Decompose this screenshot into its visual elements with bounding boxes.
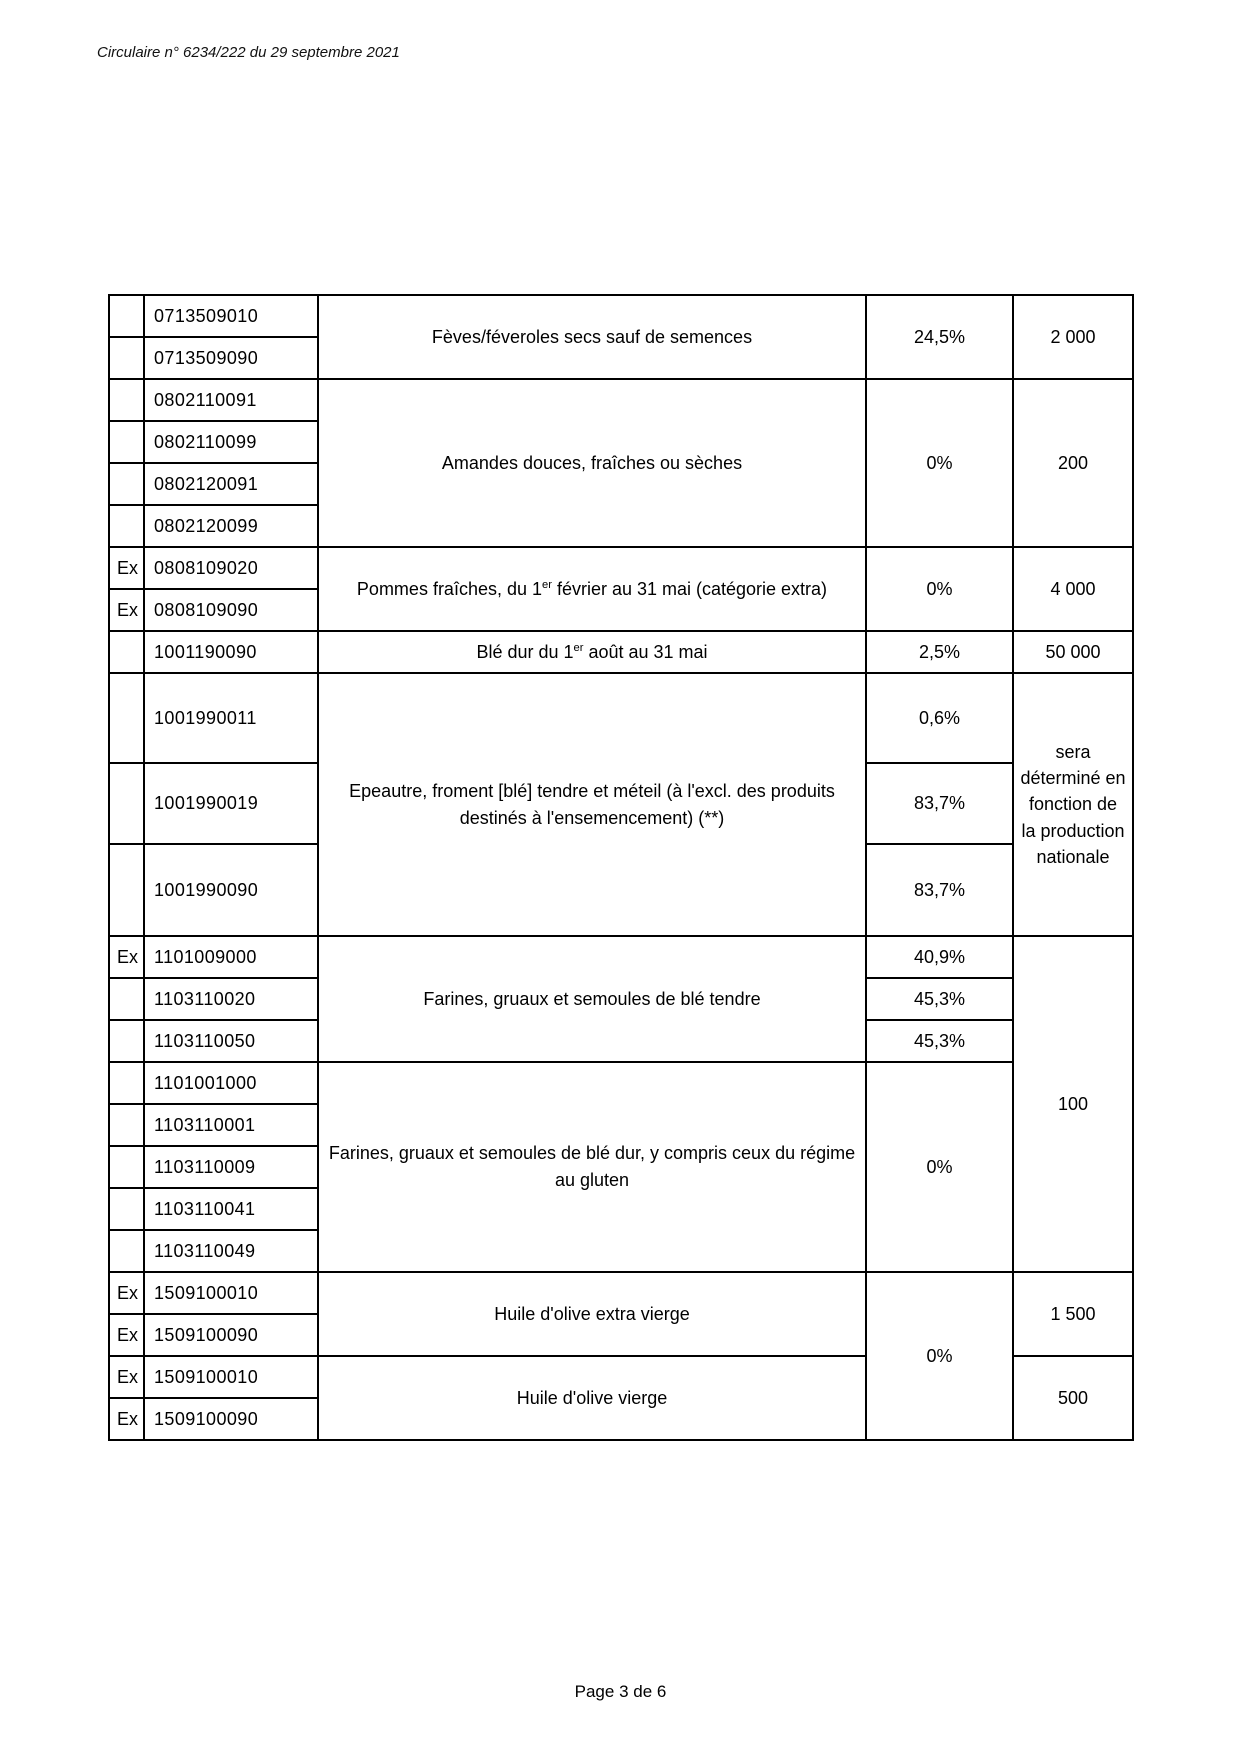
superscript-text: er xyxy=(573,641,584,654)
superscript-text: er xyxy=(542,578,552,591)
duty-rate-cell: 0,6% xyxy=(866,673,1013,763)
duty-rate-cell: 45,3% xyxy=(866,1020,1013,1062)
description-text: Epeautre, froment [blé] tendre et méteil (à l'excl. des produits destinés à l'ensemencement) (**) xyxy=(349,780,835,828)
document-title: Circulaire n° 6234/222 du 29 septembre 2021 xyxy=(97,44,400,61)
ex-marker-cell xyxy=(109,844,144,936)
description-text: Huile d'olive extra vierge xyxy=(494,1303,690,1324)
ex-marker-cell xyxy=(109,463,144,505)
ex-marker-cell xyxy=(109,763,144,844)
description-text: Fèves/féveroles secs sauf de semences xyxy=(431,326,753,347)
table-row xyxy=(109,547,1133,589)
description-text: Huile d'olive vierge xyxy=(516,1387,668,1408)
ex-marker-cell: Ex xyxy=(109,1272,144,1314)
ex-marker-cell xyxy=(109,421,144,463)
tariff-code-cell: 1101001000 xyxy=(144,1062,318,1104)
quota-quantity-cell: 4 000 xyxy=(1013,547,1133,631)
page-number: Page 3 de 6 xyxy=(574,1682,667,1701)
tariff-code-cell: 1509100090 xyxy=(144,1314,318,1356)
duty-rate-cell: 0% xyxy=(866,379,1013,547)
table-row xyxy=(109,673,1133,763)
table-row xyxy=(109,631,1133,673)
duty-rate-cell: 83,7% xyxy=(866,763,1013,844)
quota-quantity-cell: sera déterminé en fonction de la production nationale xyxy=(1013,673,1133,936)
description-text: Amandes douces, fraîches ou sèches xyxy=(441,452,743,473)
table-row xyxy=(109,1062,1133,1104)
ex-marker-cell xyxy=(109,1146,144,1188)
description-text: août au 31 mai xyxy=(583,641,708,662)
description-text: Blé dur du 1 xyxy=(476,641,574,662)
description-cell xyxy=(318,379,866,547)
description-text: Farines, gruaux et semoules de blé dur, y compris ceux du régime au gluten xyxy=(328,1143,856,1190)
duty-rate-cell: 0% xyxy=(866,1272,1013,1440)
tariff-code-cell: 0808109090 xyxy=(144,589,318,631)
quota-quantity-cell: 100 xyxy=(1013,936,1133,1272)
tariff-code-cell: 1103110020 xyxy=(144,978,318,1020)
tariff-code-cell: 1001990011 xyxy=(144,673,318,763)
tariff-code-cell: 1101009000 xyxy=(144,936,318,978)
duty-rate-cell: 40,9% xyxy=(866,936,1013,978)
ex-marker-cell xyxy=(109,379,144,421)
tariff-code-cell: 1103110050 xyxy=(144,1020,318,1062)
ex-marker-cell xyxy=(109,978,144,1020)
tariff-code-cell: 0802120099 xyxy=(144,505,318,547)
description-cell xyxy=(318,295,866,379)
tariff-code-cell: 1103110041 xyxy=(144,1188,318,1230)
table-row xyxy=(109,379,1133,421)
duty-rate-cell: 0% xyxy=(866,1062,1013,1272)
tariff-code-cell: 0802110099 xyxy=(144,421,318,463)
tariff-code-cell: 0802120091 xyxy=(144,463,318,505)
ex-marker-cell: Ex xyxy=(109,1314,144,1356)
tariff-code-cell: 0802110091 xyxy=(144,379,318,421)
ex-marker-cell xyxy=(109,673,144,763)
ex-marker-cell: Ex xyxy=(109,547,144,589)
duty-rate-cell: 83,7% xyxy=(866,844,1013,936)
table-row xyxy=(109,1272,1133,1314)
description-text: Pommes fraîches, du 1 xyxy=(356,578,543,599)
tariff-code-cell: 1509100090 xyxy=(144,1398,318,1440)
description-cell xyxy=(318,673,866,936)
description-cell xyxy=(318,1062,866,1272)
tariff-code-cell: 0713509090 xyxy=(144,337,318,379)
tariff-code-cell: 0808109020 xyxy=(144,547,318,589)
table-row xyxy=(109,936,1133,978)
description-cell xyxy=(318,631,866,673)
duty-rate-cell: 2,5% xyxy=(866,631,1013,673)
tariff-code-cell: 1509100010 xyxy=(144,1272,318,1314)
tariff-code-cell: 1103110049 xyxy=(144,1230,318,1272)
ex-marker-cell: Ex xyxy=(109,936,144,978)
ex-marker-cell: Ex xyxy=(109,1398,144,1440)
quota-quantity-cell: 500 xyxy=(1013,1356,1133,1440)
tariff-code-cell: 1509100010 xyxy=(144,1356,318,1398)
ex-marker-cell xyxy=(109,1062,144,1104)
tariff-code-cell: 1103110001 xyxy=(144,1104,318,1146)
tariff-code-cell: 1001190090 xyxy=(144,631,318,673)
description-cell xyxy=(318,1356,866,1440)
tariff-table xyxy=(108,294,1134,1441)
duty-rate-cell: 45,3% xyxy=(866,978,1013,1020)
tariff-code-cell: 1103110009 xyxy=(144,1146,318,1188)
duty-rate-cell: 0% xyxy=(866,547,1013,631)
ex-marker-cell xyxy=(109,1104,144,1146)
quota-quantity-cell: 1 500 xyxy=(1013,1272,1133,1356)
ex-marker-cell xyxy=(109,337,144,379)
ex-marker-cell xyxy=(109,1230,144,1272)
description-cell xyxy=(318,547,866,631)
description-text: Farines, gruaux et semoules de blé tendre xyxy=(423,988,761,1009)
duty-rate-cell: 24,5% xyxy=(866,295,1013,379)
ex-marker-cell xyxy=(109,505,144,547)
table-row xyxy=(109,295,1133,337)
ex-marker-cell xyxy=(109,1020,144,1062)
quota-quantity-cell: 200 xyxy=(1013,379,1133,547)
quota-quantity-cell: 50 000 xyxy=(1013,631,1133,673)
quota-quantity-cell: 2 000 xyxy=(1013,295,1133,379)
ex-marker-cell xyxy=(109,631,144,673)
tariff-code-cell: 1001990090 xyxy=(144,844,318,936)
description-cell xyxy=(318,1272,866,1356)
ex-marker-cell xyxy=(109,1188,144,1230)
tariff-code-cell: 1001990019 xyxy=(144,763,318,844)
ex-marker-cell xyxy=(109,295,144,337)
ex-marker-cell: Ex xyxy=(109,589,144,631)
tariff-code-cell: 0713509010 xyxy=(144,295,318,337)
description-cell xyxy=(318,936,866,1062)
description-text: février au 31 mai (catégorie extra) xyxy=(551,578,828,599)
ex-marker-cell: Ex xyxy=(109,1356,144,1398)
